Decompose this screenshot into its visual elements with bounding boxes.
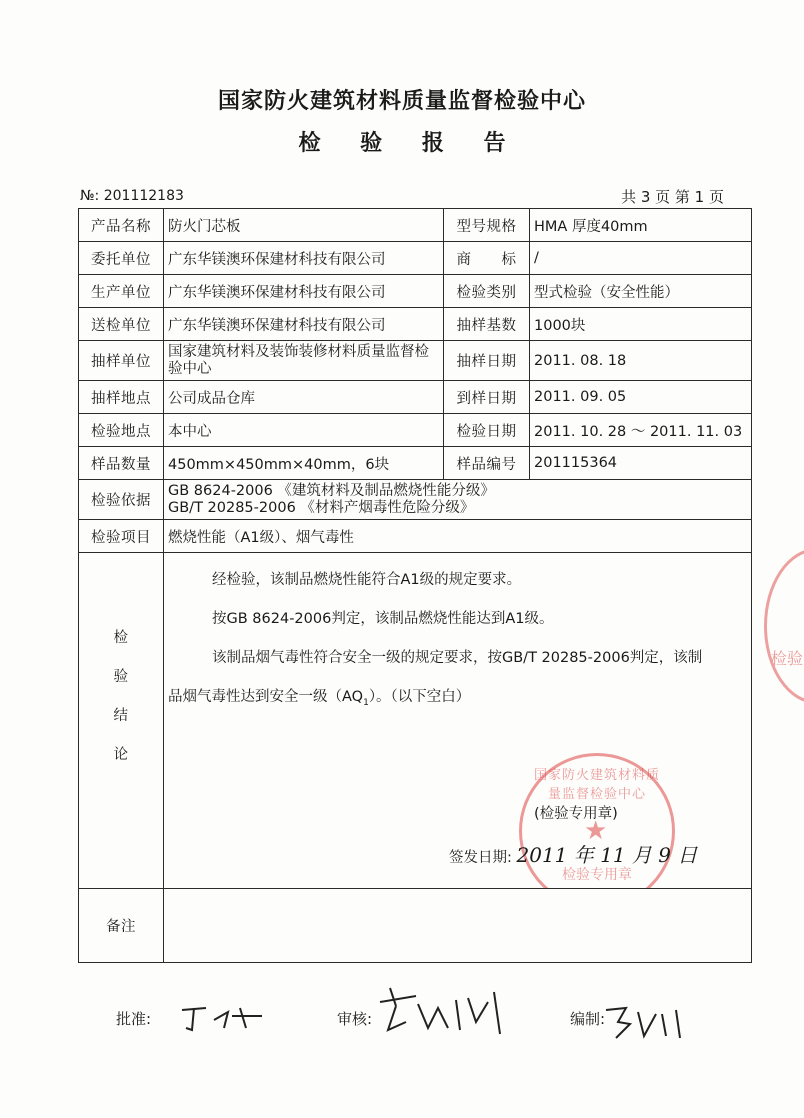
reviewer-signature [376,982,516,1042]
test-place-value: 本中心 [164,414,444,447]
conclusion-paragraph-1: 经检验，该制品燃烧性能符合A1级的规定要求。 [212,572,522,588]
sample-base-value: 1000块 [530,308,752,341]
page-counter: 共 3 页 第 1 页 [621,188,724,206]
model-value: HMA 厚度40mm [530,209,752,242]
field-label: 生产单位 [79,275,164,308]
table-row [79,520,752,553]
manufacturer-value: 广东华镁澳环保建材科技有限公司 [164,275,444,308]
field-label: 检验依据 [79,480,164,520]
product-name-value: 防火门芯板 [164,209,444,242]
sample-date-value: 2011. 08. 18 [530,341,752,381]
side-seal [764,548,804,704]
report-number [80,188,184,204]
conclusion-label-char: 检 [113,630,129,646]
sample-qty-value: 450mm×450mm×40mm，6块 [164,447,444,480]
field-label: 检验地点 [79,414,164,447]
test-date-value: 2011. 10. 28 ～ 2011. 11. 03 [530,414,752,447]
client-value: 广东华镁澳环保建材科技有限公司 [164,242,444,275]
issue-date-value: 2011 年 11 月 9 日 [516,843,698,867]
side-seal-text: 检验 [771,649,804,668]
field-label: 送检单位 [79,308,164,341]
field-label: 抽样单位 [79,341,164,381]
table-row [79,414,752,447]
table-row [79,341,752,381]
report-title: 检 验 报 告 [298,131,522,156]
table-row [79,480,752,520]
conclusion-paragraph-3a: 该制品烟气毒性符合安全一级的规定要求，按GB/T 20285-2006判定，该制 [212,650,703,666]
seal-note: (检验专用章) [534,806,618,822]
conclusion-label-char: 验 [113,669,129,685]
field-label: 样品数量 [79,447,164,480]
conclusion-body [164,553,752,889]
submitter-value: 广东华镁澳环保建材科技有限公司 [164,308,444,341]
table-row [79,275,752,308]
field-label: 样品编号 [444,447,530,480]
field-label: 产品名称 [79,209,164,242]
sample-no-value: 201115364 [530,447,752,480]
preparer-signature [600,1000,690,1044]
field-label: 检验类别 [444,275,530,308]
report-table [78,208,752,963]
table-row [79,209,752,242]
table-row [79,242,752,275]
table-row [79,889,752,963]
conclusion-p3b-sub: 1 [363,697,369,708]
review-label: 审核: [337,1010,373,1028]
table-row [79,381,752,414]
field-label: 抽样日期 [444,341,530,381]
report-number-value: 201112183 [103,188,184,204]
brand-value: / [530,242,752,275]
basis-value [164,480,752,520]
field-label: 型号规格 [444,209,530,242]
conclusion-p3b-pre: 品烟气毒性达到安全一级（AQ [168,689,364,705]
conclusion-p3b-post: ）。（以下空白） [368,689,471,705]
conclusion-label [79,553,164,889]
seal-ring-text: 国家防火建筑材料质量监督检验中心 [533,768,660,802]
star-icon: ★ [584,816,608,846]
test-type-value: 型式检验（安全性能） [530,275,752,308]
conclusion-label-char: 结 [113,708,129,724]
conclusion-label-char: 论 [113,747,129,763]
issue-date-label: 签发日期: [449,850,512,866]
org-title: 国家防火建筑材料质量监督检验中心 [217,89,586,114]
remarks-value [164,889,752,963]
arrival-date-value: 2011. 09. 05 [530,381,752,414]
basis-line-2: GB/T 20285-2006 《材料产烟毒性危险分级》 [168,499,475,516]
seal-bottom-text: 检验专用章 [562,867,632,883]
conclusion-paragraph-3b [168,685,470,708]
field-label: 备注 [79,889,164,963]
prepare-label: 编制: [570,1010,606,1028]
table-row [79,447,752,480]
approver-signature [176,998,266,1038]
field-label: 抽样基数 [444,308,530,341]
basis-line-1: GB 8624-2006 《建筑材料及制品燃烧性能分级》 [168,482,495,499]
table-row [79,553,752,889]
issue-date [449,839,697,868]
items-value: 燃烧性能（A1级）、烟气毒性 [164,520,752,553]
report-number-label: №: [80,188,100,204]
field-label: 到样日期 [444,381,530,414]
field-label: 检验日期 [444,414,530,447]
field-label: 商 标 [444,242,530,275]
sample-place-value: 公司成品仓库 [164,381,444,414]
field-label: 委托单位 [79,242,164,275]
field-label: 检验项目 [79,520,164,553]
field-label: 抽样地点 [79,381,164,414]
table-row [79,308,752,341]
approve-label: 批准: [116,1010,152,1028]
conclusion-paragraph-2: 按GB 8624-2006判定，该制品燃烧性能达到A1级。 [212,611,554,627]
sampler-value: 国家建筑材料及装饰装修材料质量监督检验中心 [164,341,444,381]
